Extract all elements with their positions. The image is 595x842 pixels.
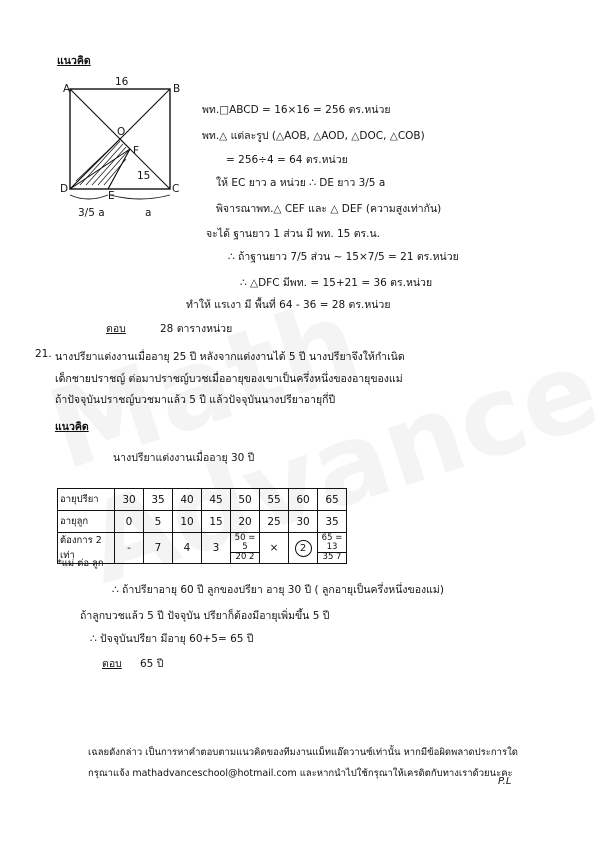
married-age-note: นางปรียาแต่งงานเมื่ออายุ 30 ปี bbox=[113, 452, 255, 464]
row-label-mother-age: อายุปรียา bbox=[58, 489, 115, 511]
table-cell: 50 bbox=[231, 489, 260, 511]
table-cell: 10 bbox=[173, 511, 202, 533]
answer2-value: 65 ปี bbox=[140, 658, 164, 670]
point-f-label: F bbox=[133, 145, 140, 157]
answer1-value: 28 ตารางหน่วย bbox=[160, 323, 233, 335]
table-cell-fraction bbox=[318, 533, 347, 564]
section2-heading: แนวคิด bbox=[55, 421, 89, 433]
point-e-label: E bbox=[108, 190, 115, 202]
circled-answer: 2 bbox=[295, 540, 312, 557]
table-cell: 20 bbox=[231, 511, 260, 533]
table-cell: 40 bbox=[173, 489, 202, 511]
de-length-label: 3/5 a bbox=[78, 207, 105, 219]
problem-line-1: นางปรียาแต่งงานเมื่ออายุ 25 ปี หลังจากแต่งงานได้ 5 ปี นางปรียาจึงให้กำเนิด bbox=[55, 351, 405, 363]
table-cell: 35 bbox=[144, 489, 173, 511]
table-cell: 55 bbox=[260, 489, 289, 511]
reason-line-3: ∴ ปัจจุบันปรียา มีอายุ 60+5= 65 ปี bbox=[90, 633, 254, 645]
brace-de bbox=[70, 195, 108, 199]
ec-length-label: a bbox=[145, 207, 152, 219]
section1-heading: แนวคิด bbox=[57, 55, 91, 67]
work-line-5: พิจารณาพท.△ CEF และ △ DEF (ความสูงเท่ากัน) bbox=[216, 203, 442, 215]
table-cell: 4 bbox=[173, 533, 202, 564]
table-cell: × bbox=[260, 533, 289, 564]
work-line-3: = 256÷4 = 64 ตร.หน่วย bbox=[226, 154, 348, 166]
vertex-c-label: C bbox=[172, 183, 180, 195]
point-o-label: O bbox=[117, 126, 126, 138]
table-row bbox=[58, 489, 347, 511]
table-row bbox=[58, 511, 347, 533]
table-cell: 7 bbox=[144, 533, 173, 564]
table-cell: 60 bbox=[289, 489, 318, 511]
footer-line-1: เฉลยดังกล่าว เป็นการหาคำตอบตามแนวคิดของทีมงานแม็ทแอ๊ดวานซ์เท่านั้น หากมีข้อผิดพลาดประการใด bbox=[88, 747, 518, 758]
table-cell: 30 bbox=[289, 511, 318, 533]
row-label-ratio: ต้องการ 2 เท่า bbox=[58, 533, 115, 564]
reason-line-1: ∴ ถ้าปรียาอายุ 60 ปี ลูกของปรียา อายุ 30 ปี ( ลูกอายุเป็นครึ่งหนึ่งของแม่) bbox=[112, 584, 444, 596]
frac1-bottom: 20 2 bbox=[235, 552, 255, 562]
table-cell-circled bbox=[289, 533, 318, 564]
work-line-9: ทำให้ แรเงา มี พื้นที่ 64 - 36 = 28 ตร.หน่วย bbox=[186, 299, 391, 311]
table-cell: 15 bbox=[202, 511, 231, 533]
hatching bbox=[76, 141, 128, 185]
frac1-top: 50 = 5 bbox=[231, 534, 259, 553]
work-line-4: ให้ EC ยาว a หน่วย ∴ DE ยาว 3/5 a bbox=[216, 177, 386, 189]
work-line-6: จะได้ ฐานยาว 1 ส่วน มี พท. 15 ตร.น. bbox=[206, 228, 381, 240]
problem-line-3: ถ้าปัจจุบันปราชญ์บวชมาแล้ว 5 ปี แล้วปัจจุบันนางปรียาอายุกี่ปี bbox=[55, 394, 336, 406]
table-cell: 5 bbox=[144, 511, 173, 533]
vertex-b-label: B bbox=[173, 83, 181, 95]
brace-ec bbox=[110, 195, 170, 199]
signature: P.L bbox=[498, 776, 512, 787]
square-figure bbox=[50, 75, 200, 235]
problem-number: 21. bbox=[35, 348, 52, 360]
work-line-8: ∴ △DFC มีพท. = 15+21 = 36 ตร.หน่วย bbox=[240, 277, 433, 289]
answer2-label: ตอบ bbox=[102, 658, 122, 670]
row-label-child-age: อายุลูก bbox=[58, 511, 115, 533]
vertex-a-label: A bbox=[63, 83, 71, 95]
problem-line-2: เด็กชายปราชญ์ ต่อมาปราชญ์บวชเมื่ออายุของเขาเป็นครึ่งหนึ่งของอายุของแม่ bbox=[55, 373, 403, 385]
table-cell: 0 bbox=[115, 511, 144, 533]
work-line-1: พท.□ABCD = 16×16 = 256 ตร.หน่วย bbox=[202, 104, 391, 116]
footer-line-2: กรุณาแจ้ง mathadvanceschool@hotmail.com และหากนำไปใช้กรุณาให้เครดิตกับทางเราด้วยนะคะ bbox=[88, 768, 513, 779]
answer1-label: ตอบ bbox=[106, 323, 126, 335]
table-cell: - bbox=[115, 533, 144, 564]
table-cell: 45 bbox=[202, 489, 231, 511]
work-line-7: ∴ ถ้าฐานยาว 7/5 ส่วน ~ 15×7/5 = 21 ตร.หน่วย bbox=[228, 251, 459, 263]
vertex-d-label: D bbox=[60, 183, 69, 195]
frac2-bottom: 35 7 bbox=[322, 552, 342, 562]
table-cell: 3 bbox=[202, 533, 231, 564]
segment-fc-label: 15 bbox=[137, 170, 151, 182]
table-cell-fraction bbox=[231, 533, 260, 564]
reason-line-2: ถ้าลูกบวชแล้ว 5 ปี ปัจจุบัน ปรียาก็ต้องมีอายุเพิ่มขึ้น 5 ปี bbox=[80, 610, 330, 622]
work-line-2: พท.△ แต่ละรูป (△AOB, △AOD, △DOC, △COB) bbox=[202, 130, 425, 142]
table-cell: 35 bbox=[318, 511, 347, 533]
side-length-label: 16 bbox=[115, 76, 129, 88]
frac2-top: 65 = 13 bbox=[318, 534, 346, 553]
table-cell: 65 bbox=[318, 489, 347, 511]
age-table bbox=[57, 488, 347, 564]
table-cell: 25 bbox=[260, 511, 289, 533]
table-footnote: *แม่ ต่อ ลูก bbox=[57, 558, 104, 569]
table-cell: 30 bbox=[115, 489, 144, 511]
